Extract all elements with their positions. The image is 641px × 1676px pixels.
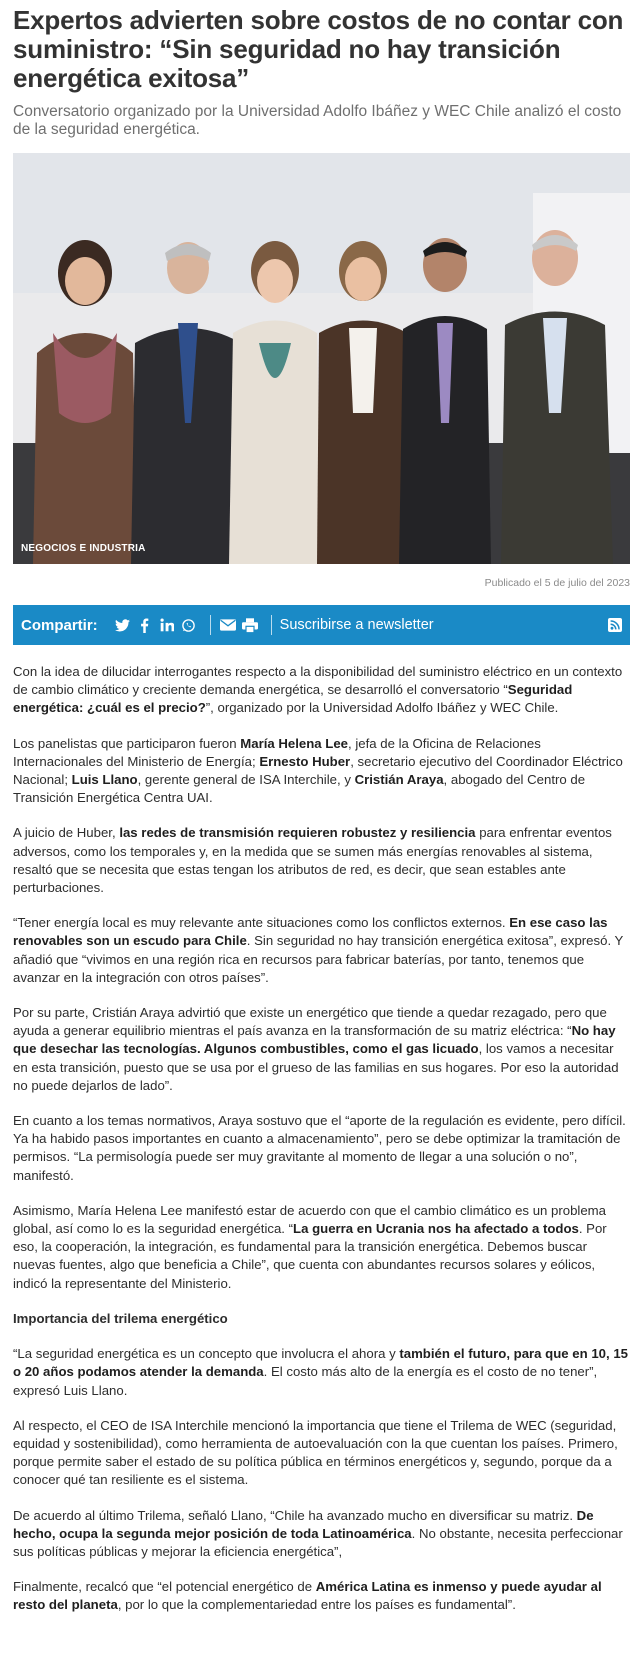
bold-text: también el futuro, para que en 10, 15 o 20 años podamos atender la demanda	[13, 1346, 629, 1380]
paragraph-text: . El costo más alto de la energía es el costo de no tener”, expresó Luis Llano.	[13, 1364, 598, 1398]
twitter-icon[interactable]	[114, 616, 132, 634]
paragraph-text: Asimismo, María Helena Lee manifestó estar de acuerdo con que el cambio climático es un problema global, así como lo es la seguridad energética. “	[13, 1202, 606, 1237]
whatsapp-icon[interactable]	[180, 616, 198, 634]
paragraph-text: , los vamos a necesitar en esta transición, puesto que se usa por el grueso de las familias en sus hogares. Por eso la autoridad no puede dejarlos de lado”.	[13, 1041, 619, 1093]
paragraph-text: Al respecto, el CEO de ISA Interchile mencionó la importancia que tiene el Trilema de WEC (seguridad, equidad y sostenibilidad), como herramienta de autoevaluación con la que cuentan los países. Primero, porque permite saber el estado de su política pública en términos energéticos y, segundo, porque da a conocer qué tan resiliente es el sistema.	[13, 1417, 618, 1488]
paragraph-text: Los panelistas que participaron fueron	[13, 735, 241, 751]
newsletter-link[interactable]: Suscribirse a newsletter	[279, 617, 434, 633]
article-paragraph	[13, 735, 630, 808]
article-paragraph	[13, 1345, 630, 1400]
paragraph-text: “Tener energía local es muy relevante ante situaciones como los conflictos externos.	[13, 915, 510, 931]
article-paragraph	[13, 914, 630, 987]
paragraph-text: A juicio de Huber,	[13, 825, 120, 841]
article-paragraph	[13, 1507, 630, 1562]
bold-text: María Helena Lee	[240, 735, 349, 751]
bold-text: Cristián Araya	[354, 772, 444, 788]
paragraph-text: En cuanto a los temas normativos, Araya sostuvo que el “aporte de la regulación es evidente, pero difícil. Ya ha habido pasos importantes en cuanto a almacenamiento”, pero se debe optimizar la tramitación de permisos. “La permisología puede ser muy gravitante al momento de llegar a una solución o no”, manifestó.	[13, 1113, 626, 1183]
paragraph-text: , gerente general de ISA Interchile, y	[137, 772, 355, 788]
bold-text: No hay que desechar las tecnologías. Algunos combustibles, como el gas licuado	[13, 1023, 616, 1057]
paragraph-text: “La seguridad energética es un concepto que involucra el ahora y	[13, 1346, 400, 1362]
rss-icon[interactable]	[608, 618, 622, 632]
paragraph-text: , por lo que la complementariedad entre los países es fundamental”.	[117, 1597, 516, 1613]
share-label: Compartir:	[21, 616, 98, 634]
paragraph-text: , secretario ejecutivo del Coordinador Eléctrico Nacional;	[13, 753, 623, 788]
bold-text: Importancia del trilema energético	[13, 1310, 228, 1326]
bold-text: Ernesto Huber	[259, 753, 351, 769]
article	[13, 0, 630, 1615]
paragraph-text: . Sin seguridad no hay transición energética exitosa”, expresó. Y añadió que “vivimos en una región rica en recursos para fabricar baterías, por tanto, tenemos que avanzar en la integración con otros países”.	[13, 933, 624, 985]
bold-text: América Latina es inmenso y puede ayudar al resto del planeta	[13, 1579, 602, 1613]
print-icon[interactable]	[241, 616, 259, 634]
paragraph-text: De acuerdo al último Trilema, señaló Llano, “Chile ha avanzado mucho en diversificar su matriz.	[13, 1507, 577, 1523]
paragraph-text: , jefa de la Oficina de Relaciones Internacionales del Ministerio de Energía;	[13, 735, 541, 769]
article-subtitle: Conversatorio organizado por la Universidad Adolfo Ibáñez y WEC Chile analizó el costo de la seguridad energética.	[13, 103, 622, 138]
paragraph-text: Por su parte, Cristián Araya advirtió que existe un energético que tiende a quedar rezagado, pero que ayuda a generar equilibrio mientras el país avanza en la transformación de su matriz eléctrica: “	[13, 1005, 607, 1039]
bold-text: En ese caso las renovables son un escudo para Chile	[13, 915, 608, 949]
paragraph-text: . No obstante, necesita perfeccionar sus políticas públicas y mejorar la eficiencia energética”,	[13, 1525, 623, 1559]
article-body	[13, 663, 630, 1615]
paragraph-text: ”, organizado por la Universidad Adolfo Ibáñez y WEC Chile.	[205, 700, 559, 716]
share-divider	[271, 615, 272, 635]
article-paragraph	[13, 1004, 630, 1095]
paragraph-text: , abogado del Centro de Transición Energética Centra UAI.	[13, 772, 586, 806]
paragraph-text: . Por eso, la cooperación, la integración, es fundamental para la transición energética. Debemos buscar nuevas fuentes, algo que beneficia a Chile”, que cuenta con abundantes recursos solares y eólicos, indicó la representante del Ministerio.	[13, 1221, 607, 1291]
bold-text: las redes de transmisión requieren robustez y resiliencia	[119, 825, 476, 841]
category-badge[interactable]: NEGOCIOS E INDUSTRIA	[21, 543, 146, 554]
bold-text: Luis Llano	[71, 772, 138, 788]
article-paragraph	[13, 1578, 630, 1614]
paragraph-text: Con la idea de dilucidar interrogantes respecto a la disponibilidad del suministro eléctrico en un contexto de cambio climático y creciente demanda energética, se desarrolló el conversatorio “	[13, 664, 623, 698]
share-divider	[210, 615, 211, 635]
linkedin-icon[interactable]	[158, 616, 176, 634]
facebook-icon[interactable]	[136, 616, 154, 634]
section-heading	[13, 1310, 630, 1328]
paragraph-text: Finalmente, recalcó que “el potencial energético de	[13, 1579, 316, 1595]
bold-text: De hecho, ocupa la segunda mejor posición de toda Latinoamérica	[13, 1507, 594, 1541]
hero-photo	[13, 153, 630, 564]
article-title: Expertos advierten sobre costos de no contar con suministro: “Sin seguridad no hay transición energética exitosa”	[13, 5, 624, 93]
paragraph-text: para enfrentar eventos adversos, como los temporales y, en la medida que se sumen más energías renovables al sistema, resaltó que se necesita que estas tengan los atributos de red, es decir, que sean estables ante perturbaciones.	[13, 825, 612, 896]
article-paragraph	[13, 1112, 630, 1185]
publish-date: Publicado el 5 de julio del 2023	[484, 577, 630, 589]
share-bar	[13, 605, 630, 645]
article-paragraph	[13, 1202, 630, 1293]
email-icon[interactable]	[219, 616, 237, 634]
group-photo	[13, 153, 630, 564]
article-paragraph	[13, 1417, 630, 1490]
article-paragraph	[13, 663, 630, 718]
bold-text: Seguridad energética: ¿cuál es el precio?	[13, 682, 573, 716]
article-paragraph	[13, 824, 630, 897]
bold-text: La guerra en Ucrania nos ha afectado a todos	[293, 1221, 579, 1237]
